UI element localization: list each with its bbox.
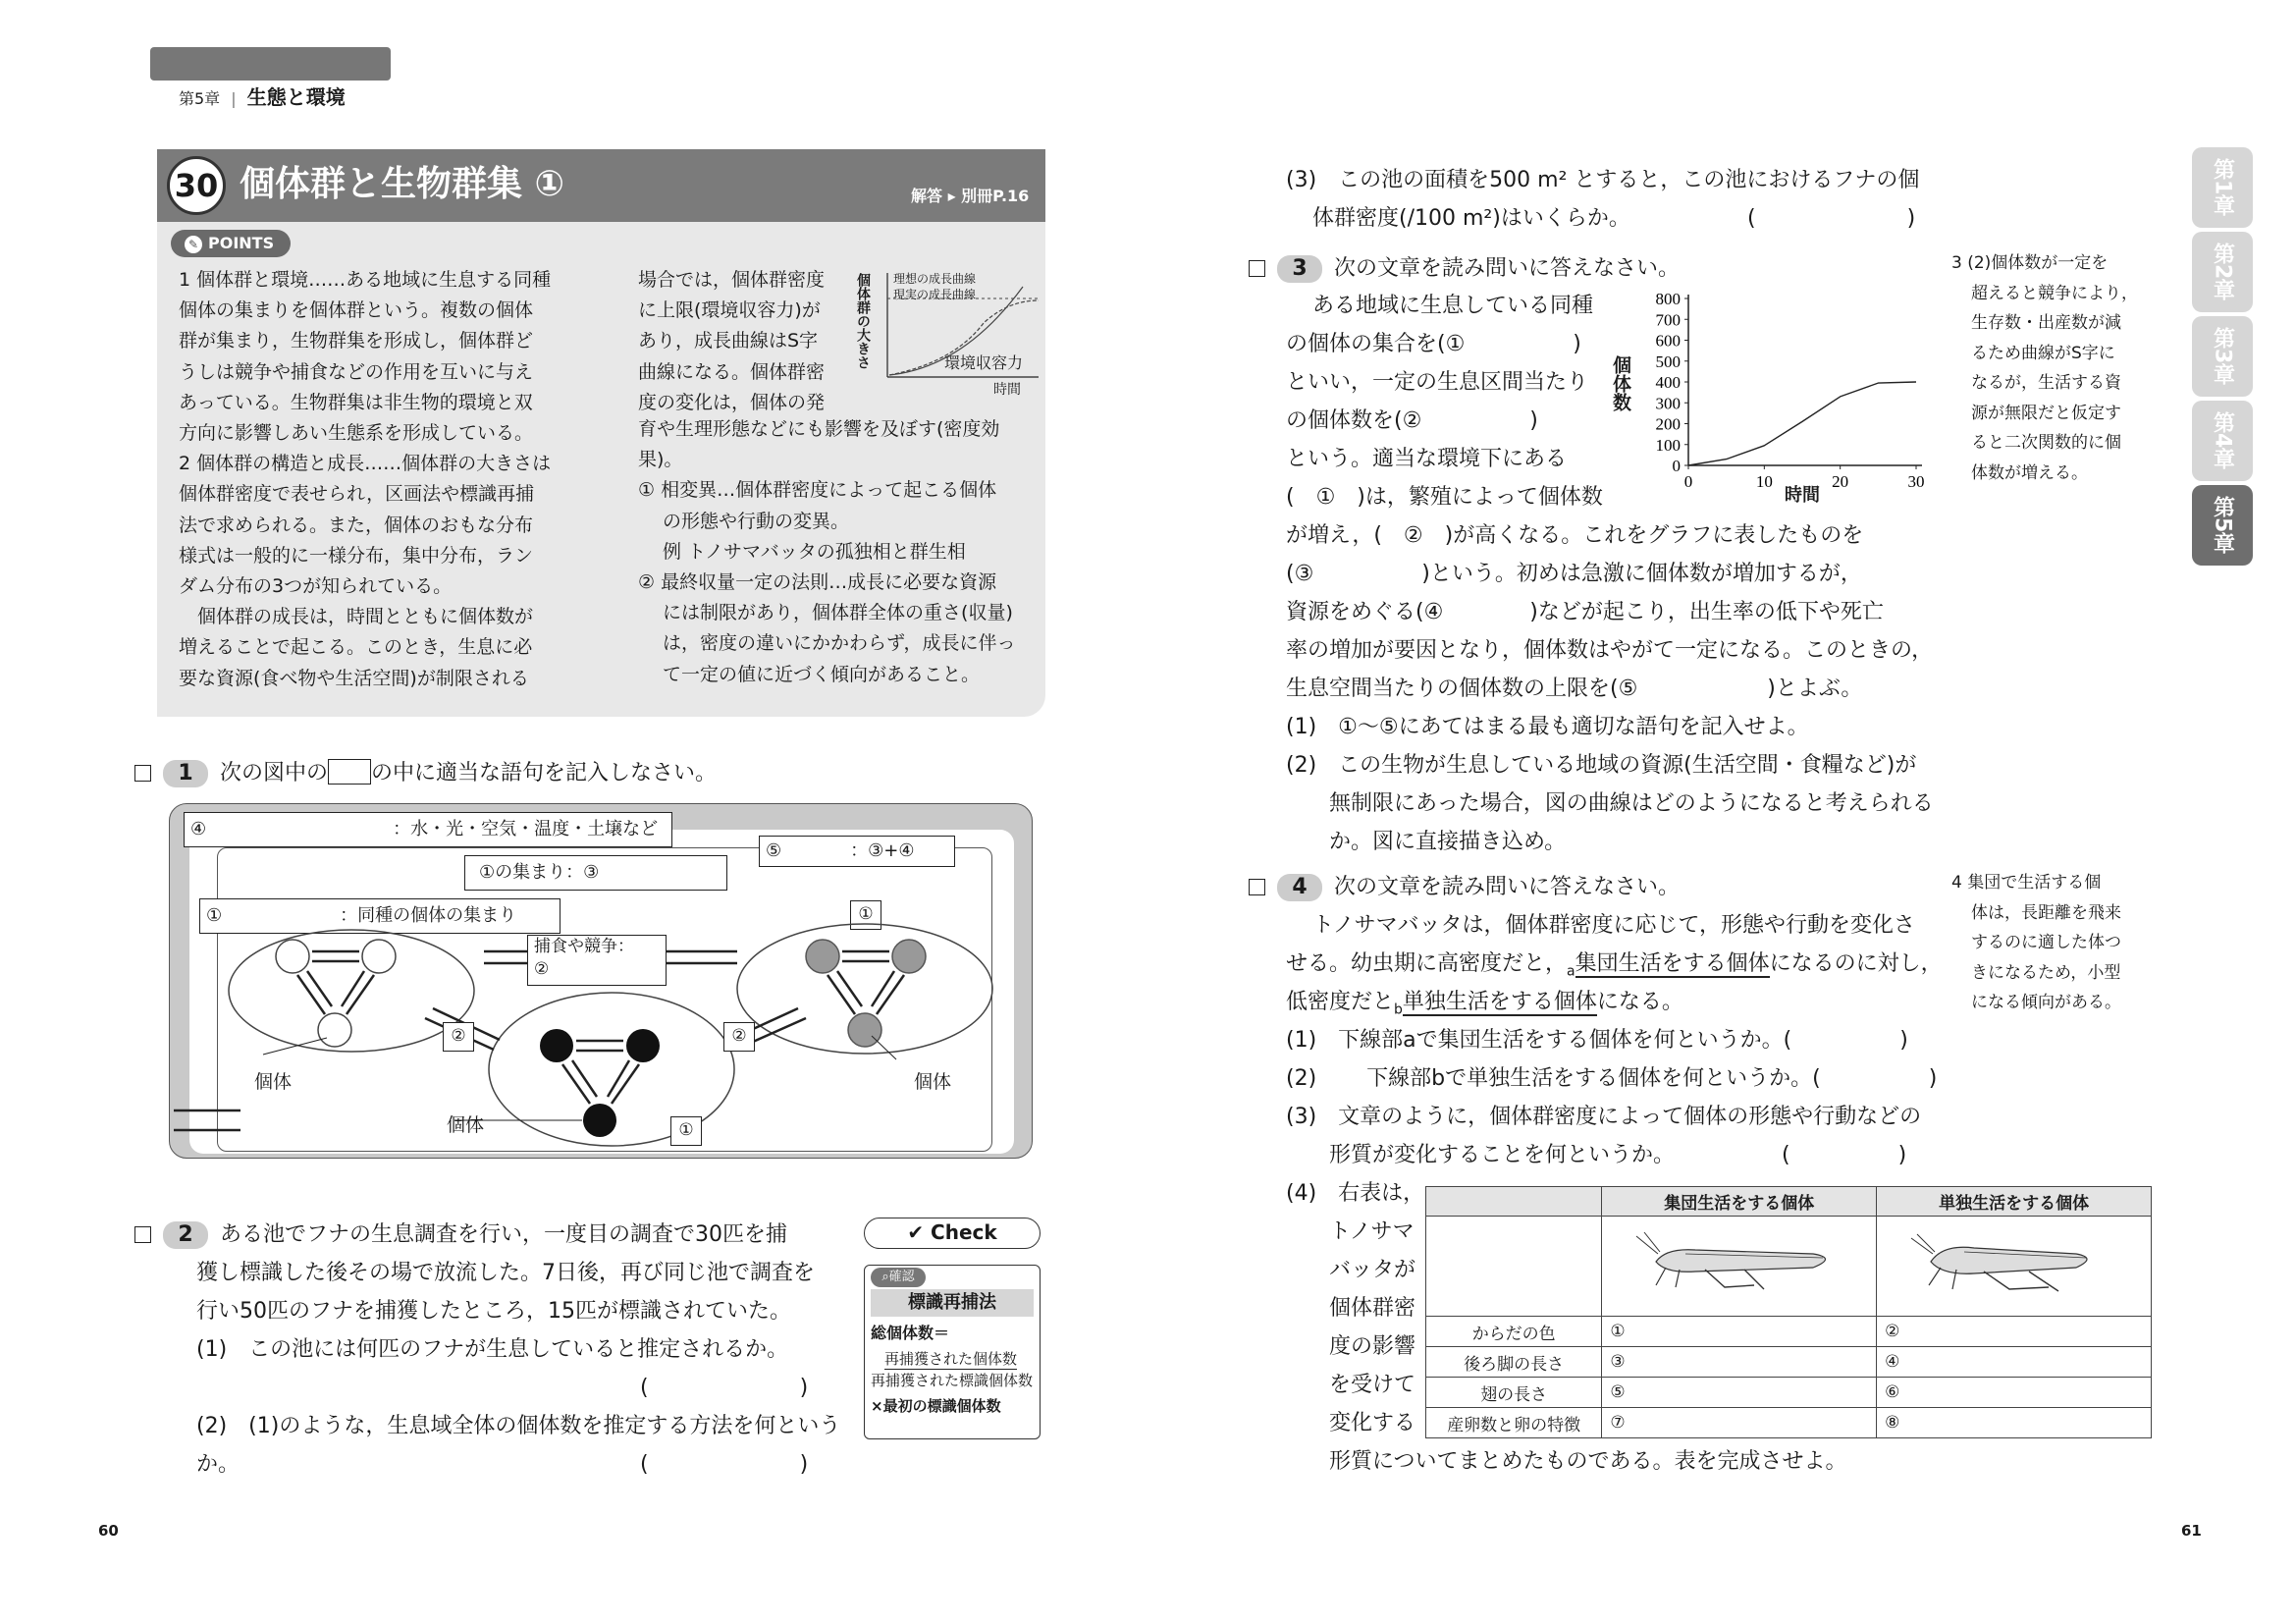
q4-note-line: きになるため，小型 [1971, 962, 2121, 983]
points-line: 群が集まり，生物群集を形成し，個体群ど [179, 330, 534, 352]
chapter-tabs [2192, 147, 2253, 569]
points-line: 果)。 [638, 449, 683, 471]
points-line: には制限があり，個体群全体の重さ(収量) [638, 602, 1013, 624]
page-number-left: 60 [98, 1522, 119, 1540]
q3-line: の個体の集合を(① ) [1286, 332, 1581, 356]
q4-underline-b: 単独生活をする個体 [1402, 990, 1597, 1014]
row-label-eggs: 産卵数と卵の特徴 [1426, 1408, 1602, 1438]
q3-sub: (1) ①～⑤にあてはまる最も適切な語句を記入せよ。 [1286, 715, 1809, 739]
q1-checkbox[interactable] [134, 765, 151, 782]
check-icon: ✔ [907, 1220, 925, 1244]
chapter-number: 第5章 [179, 89, 221, 108]
y-tick-label: 400 [1655, 373, 1681, 392]
q3-sub: か。図に直接描き込め。 [1286, 830, 1567, 854]
box-3[interactable]: ①の集まり：③ [464, 855, 727, 891]
q1-number: 1 [163, 760, 208, 787]
points-line: 増えることで起こる。このとき，生息に必 [179, 636, 533, 659]
q4-number: 4 [1277, 874, 1322, 901]
mini-chart-xlabel: 時間 [993, 382, 1021, 398]
q4-note-line: するのに適した体つ [1971, 933, 2121, 952]
answer-reference[interactable]: 解答 ▸ 別冊P.16 [911, 187, 1030, 205]
cell-3[interactable]: ③ [1602, 1347, 1877, 1378]
q1-blank-sample [328, 759, 371, 785]
points-line: 1 個体群と環境……ある地域に生息する同種 [179, 269, 552, 291]
q3-prompt-text: 次の文章を読み問いに答えなさい。 [1334, 256, 1681, 281]
q4-line2-b: になるのに対し， [1769, 951, 1943, 976]
check-tag [871, 1268, 926, 1287]
population-chart [1610, 291, 1944, 516]
box-5-label: ⑤ [766, 840, 782, 861]
chart-ylabel: 個体数 [1610, 355, 1631, 411]
mini-chart-ylabel: 個体群の大きさ [855, 273, 871, 369]
q3-note-line: るため曲線がS字に [1971, 343, 2115, 363]
points-line: は，密度の違いにかかわらず，成長に伴っ [638, 632, 1016, 655]
x-tick-label: 0 [1683, 472, 1693, 491]
solitary-locust-illustration [1877, 1217, 2152, 1317]
check-line4: ×最初の標識個体数 [871, 1397, 1001, 1415]
mini-chart-legend-ideal: 理想の成長曲線 [893, 272, 977, 286]
q3-line: が増え，( ② )が高くなる。これをグラフに表したものを [1286, 523, 1864, 548]
x-tick-label: 10 [1755, 472, 1773, 491]
points-line: あり，成長曲線はS字 [638, 330, 819, 352]
q4-line2-a: せる。幼虫期に高密度だと， [1286, 951, 1568, 976]
q4-prompt [1249, 868, 1680, 906]
q2-number: 2 [163, 1221, 208, 1249]
q3-line: という。適当な環境下にある [1286, 447, 1568, 471]
chapter-header: 第5章 | 生態と環境 [179, 85, 346, 109]
check-pill [864, 1218, 1041, 1249]
q4-sub4-line: トノサマ [1286, 1219, 1415, 1244]
q3-note-line: ると二次関数的に個 [1971, 433, 2121, 453]
y-tick-label: 700 [1655, 310, 1681, 330]
check-title: Check [931, 1220, 997, 1244]
q4-sub4-line: 度の影響 [1286, 1334, 1416, 1359]
points-label [171, 230, 291, 257]
q4-note-line: 4 集団で生活する個 [1951, 873, 2102, 893]
q4-sub2 [1286, 1059, 1937, 1098]
points-line: 例 トノサマバッタの孤独相と群生相 [638, 540, 966, 563]
points-line: 度の変化は，個体の発 [638, 391, 826, 413]
points-line: 個体群密度で表せられ，区画法や標識再捕 [179, 483, 535, 506]
q4-sub3: (3) 文章のように，個体群密度によって個体の形態や行動などの [1286, 1105, 1922, 1129]
chapter-tab-1[interactable]: 第1章 [2192, 147, 2253, 228]
q3-line: ある地域に生息している同種 [1312, 294, 1594, 318]
cell-2[interactable]: ② [1877, 1317, 2152, 1347]
q4-note-line: になる傾向がある。 [1971, 993, 2121, 1012]
row-label-hindleg: 後ろ脚の長さ [1426, 1347, 1602, 1378]
table-corner [1426, 1187, 1602, 1217]
q4-sub4-line: バッタが [1286, 1258, 1416, 1282]
mini-growth-chart [846, 269, 1042, 416]
pencil-icon: ✎ [185, 236, 202, 253]
q4-sub2-number: (2) [1286, 1066, 1317, 1091]
points-line: 2 個体群の構造と成長……個体群の大きさは [179, 453, 552, 475]
q4-sub4-end: 形質についてまとめたものである。表を完成させよ。 [1286, 1449, 1847, 1474]
points-line: あっている。生物群集は非生物的環境と双 [179, 391, 533, 413]
q3-line: 率の増加が要因となり，個体数はやがて一定になる。このときの， [1286, 638, 1934, 663]
q2-line1 [134, 1216, 787, 1254]
cell-6[interactable]: ⑥ [1877, 1378, 2152, 1408]
label-kotai-right: 個体 [914, 1071, 952, 1093]
box-4-label: ④ [190, 819, 207, 839]
y-tick-label: 800 [1655, 291, 1681, 308]
box-1b[interactable]: ① [850, 900, 881, 930]
q4-sub2-text: 下線部bで単独生活をする個体を何というか。( ) [1316, 1066, 1938, 1091]
cell-1[interactable]: ① [1602, 1317, 1877, 1347]
y-tick-label: 0 [1672, 457, 1681, 475]
chapter-tab-3[interactable]: 第3章 [2192, 316, 2253, 397]
section-title: 個体群と生物群集 ① [240, 164, 565, 204]
q2-sub3: (3) この池の面積を500 m² とすると，この池におけるフナの個 [1286, 168, 1920, 192]
q4-prompt-text: 次の文章を読み問いに答えなさい。 [1334, 875, 1681, 899]
points-line: 方向に影響しあい生態系を形成している。 [179, 422, 534, 444]
q3-sub: 無制限にあった場合，図の曲線はどのようになると考えられる [1286, 791, 1934, 816]
check-heading: 標識再捕法 [871, 1289, 1034, 1317]
check-line2: 再捕獲された個体数 [884, 1350, 1018, 1368]
q3-checkbox[interactable] [1249, 260, 1265, 277]
points-line: 曲線になる。個体群密 [638, 360, 826, 383]
box-1-text: ：同種の個体の集まり [340, 905, 517, 926]
points-line: うしは競争や捕食などの作用を互いに与え [179, 360, 534, 383]
box-2b[interactable]: ② [723, 1022, 755, 1052]
chapter-tab-2[interactable]: 第2章 [2192, 232, 2253, 312]
q4-line3-a: 低密度だと [1286, 990, 1395, 1014]
points-line: 個体の集まりを個体群という。複数の個体 [179, 299, 534, 322]
box-5-text: ：③+④ [850, 840, 915, 861]
cell-8[interactable]: ⑧ [1877, 1408, 2152, 1438]
q2-sub2-answer[interactable]: ( ) [640, 1452, 809, 1477]
points-line: 様式は一般的に一様分布，集中分布，ラン [179, 544, 534, 567]
q2-sub3-cont: 体群密度(/100 m²)はいくらか。 [1312, 206, 1630, 231]
q2-sub2-cont: か。 [196, 1452, 240, 1477]
y-tick-label: 300 [1655, 394, 1681, 413]
q4-sub-a: a [1567, 963, 1575, 980]
q3-line: の個体数を(② ) [1286, 408, 1538, 433]
points-line: の形態や行動の変異。 [638, 510, 850, 532]
table-header-gregarious: 集団生活をする個体 [1602, 1187, 1877, 1217]
points-line: 育や生理形態などにも影響を及ぼす(密度効 [638, 418, 1000, 440]
q4-sub3-answer[interactable]: ( ) [1782, 1143, 1907, 1167]
page-number-right: 61 [2181, 1522, 2202, 1540]
points-line: ① 相変異…個体群密度によって起こる個体 [638, 479, 997, 502]
ecosystem-diagram [169, 803, 1033, 1159]
mini-chart-k-label: 環境収容力 [944, 353, 1024, 372]
check-line1: 総個体数＝ [871, 1324, 950, 1342]
points-line: 個体群の成長は，時間とともに個体数が [179, 606, 534, 628]
q1-prompt-a: 次の図中の [220, 761, 329, 785]
chart-xlabel: 時間 [1785, 485, 1820, 506]
points-line: 法で求められる。また，個体のおもな分布 [179, 514, 534, 536]
q3-number: 3 [1277, 255, 1322, 283]
chapter-tab-4[interactable]: 第4章 [2192, 401, 2253, 481]
q2-sub2: (2) (1)のような，生息域全体の個体数を推定する方法を何という [196, 1414, 841, 1438]
predation-box[interactable] [527, 935, 667, 986]
x-tick-label: 20 [1832, 472, 1849, 491]
q3-line: といい，一定の生息区間当たり [1286, 370, 1589, 395]
q4-line1: トノサマバッタは，個体群密度に応じて，形態や行動を変化さ [1312, 913, 1916, 938]
q3-note-line: 源が無限だと仮定す [1971, 403, 2121, 423]
q3-note-line: 超えると競争により， [1971, 283, 2138, 303]
check-box [864, 1265, 1041, 1439]
q4-underline-a: 集団生活をする個体 [1575, 951, 1770, 976]
box-1-label: ① [206, 905, 223, 926]
cell-5[interactable]: ⑤ [1602, 1378, 1877, 1408]
q4-sub4-line: 個体群密 [1286, 1296, 1416, 1321]
points-line: に上限(環境収容力)が [638, 299, 821, 322]
q2-sub3-answer[interactable]: ( ) [1747, 206, 1916, 231]
locust-table [1425, 1186, 2152, 1438]
growth-curve [1688, 382, 1916, 465]
q1-prompt-b: の中に適当な語句を記入しなさい。 [371, 761, 718, 785]
q3-note-line: なるが，生活する資 [1971, 373, 2121, 393]
q4-note-line: 体は，長距離を飛来 [1971, 902, 2121, 923]
q4-sub4-line: 変化する [1286, 1411, 1416, 1435]
locust-icon [1627, 1224, 1852, 1303]
predation-blank: ② [534, 959, 550, 979]
q2-sub1-answer[interactable]: ( ) [640, 1376, 809, 1400]
q3-note-line: 3 (2)個体数が一定を [1951, 253, 2109, 273]
chapter-tab-5[interactable]: 第5章 [2192, 485, 2253, 566]
box-1c[interactable]: ① [670, 1116, 702, 1146]
q2-checkbox[interactable] [134, 1226, 151, 1243]
q4-sub4-line: (4) 右表は， [1286, 1181, 1425, 1206]
q4-line3-b: になる。 [1596, 990, 1683, 1014]
q4-sub-b: b [1394, 1001, 1403, 1018]
q3-line: 資源をめぐる(④ )などが起こり，出生率の低下や死亡 [1286, 600, 1884, 624]
points-label-text: POINTS [208, 234, 275, 252]
q3-prompt [1249, 249, 1680, 288]
q3-note-line: 体数が増える。 [1971, 462, 2088, 483]
q3-line: ( ① )は，繁殖によって個体数 [1286, 485, 1603, 510]
y-tick-label: 200 [1655, 414, 1681, 434]
y-tick-label: 500 [1655, 352, 1681, 371]
check-line3: 再捕獲された標識個体数 [871, 1372, 1034, 1389]
row-label-color: からだの色 [1426, 1317, 1602, 1347]
q3-line: (③ )という。初めは急激に個体数が増加するが， [1286, 562, 1862, 586]
q2-line2: 獲し標識した後その場で放流した。7日後，再び同じ池で調査を [196, 1261, 815, 1285]
x-tick-label: 30 [1907, 472, 1925, 491]
points-line: て一定の値に近づく傾向があること。 [638, 663, 981, 685]
q4-sub1: (1) 下線部aで集団生活をする個体を何というか。( ) [1286, 1028, 1908, 1053]
q3-note-line: 生存数・出産数が減 [1971, 313, 2121, 333]
points-box [157, 149, 1045, 717]
box-4-text: ：水・光・空気・温度・土壌など [393, 819, 659, 839]
locust-icon [1901, 1224, 2127, 1303]
q4-sub4-line: を受けて [1286, 1373, 1416, 1397]
mini-chart-legend-real: 現実の成長曲線 [893, 288, 977, 301]
q2-sub1: (1) この池には何匹のフナが生息していると推定されるか。 [196, 1337, 789, 1362]
row-label-wing: 翅の長さ [1426, 1378, 1602, 1408]
points-line: ダム分布の3つが知られている。 [179, 575, 453, 597]
cell-7[interactable]: ⑦ [1602, 1408, 1877, 1438]
check-tag-label: 確認 [888, 1270, 915, 1284]
q3-line: 生息空間当たりの個体数の上限を(⑤ )とよぶ。 [1286, 677, 1863, 701]
section-number: 30 [167, 156, 226, 215]
points-line: 要な資源(食べ物や生活空間)が制限される [179, 667, 529, 689]
magnifier-icon: ⌕ [881, 1270, 889, 1284]
header-bar [150, 47, 391, 81]
box-2a[interactable]: ② [443, 1022, 474, 1052]
predation-label: 捕食や競争： [534, 937, 634, 956]
label-kotai-left: 個体 [254, 1071, 293, 1093]
q1-prompt [134, 754, 717, 792]
cell-4[interactable]: ④ [1877, 1347, 2152, 1378]
population-chart-svg [1610, 291, 1944, 516]
points-line: ② 最終収量一定の法則…成長に必要な資源 [638, 571, 997, 593]
table-image-row-label [1426, 1217, 1602, 1317]
chapter-title: 生態と環境 [246, 85, 346, 109]
q4-sub3-cont: 形質が変化することを何というか。 [1286, 1143, 1676, 1167]
gregarious-locust-illustration [1602, 1217, 1877, 1317]
y-tick-label: 100 [1655, 435, 1681, 455]
q2-line3: 行い50匹のフナを捕獲したところ，15匹が標識されていた。 [196, 1299, 791, 1324]
q4-checkbox[interactable] [1249, 879, 1265, 895]
label-kotai-mid: 個体 [447, 1114, 485, 1136]
q3-sub: (2) この生物が生息している地域の資源(生活空間・食糧など)が [1286, 753, 1917, 778]
table-header-solitary: 単独生活をする個体 [1877, 1187, 2152, 1217]
q2-text-1: ある池でフナの生息調査を行い，一度目の調査で30匹を捕 [220, 1222, 787, 1247]
points-line: 場合では，個体群密度 [638, 269, 826, 291]
y-tick-label: 600 [1655, 331, 1681, 351]
